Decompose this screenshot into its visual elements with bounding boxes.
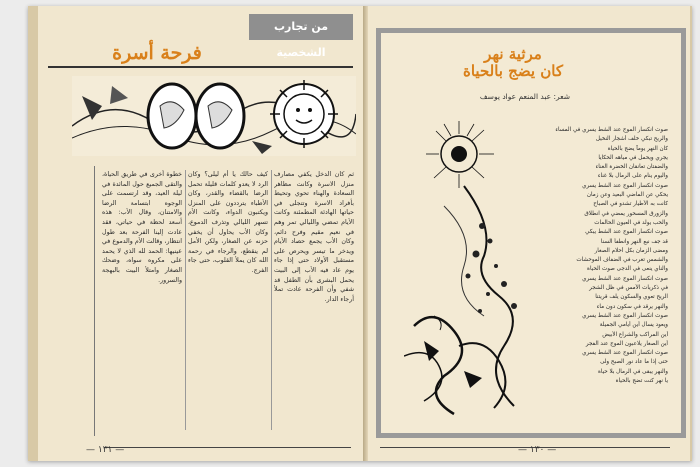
column-divider	[185, 170, 186, 430]
verse-line: والضفتان تعانقان الخضرة الغناء	[595, 164, 668, 171]
verse-line: كان النهر يوماً يضج بالحياة	[607, 145, 668, 152]
verse-line: حتى إذا ما عاد نور الصبح ولى	[600, 359, 668, 366]
article-column-1: ثم كان الدخل يكفي مصارف منزل الاسرة وكانت مظاهر السعادة والهناء تحوي وتحيط بأفراد الاسرة وتتجلى في حياتها الهادئة المطمئنة وكانت الأيام تمضي والليالي تمر وهم في نعيم مقيم وفرح دائم، وكان الأب يجمع حصاد الأيام ويدخر ما تيسر ويحرص على مستقبل الأولاد حتى إذا جاء يوم عاد فيه الأب إلى البيت يحمل البشرى بأن الطفل قد شفي وأن الفرحة عادت تملأ أرجاء الدار.	[274, 171, 354, 303]
footer-rule	[104, 447, 351, 448]
article-column-2: كيف حالك يا أم ليلى؟ وكان الرد لا يعدو كلمات قليلة تحمل الرضا بالقضاء والقدر، وكان الأطباء يترددون على المنزل ويكتبون الدواء، وكانت الأم تسهر الليالي وتذرف الدموع، وكان الأب يحاول أن يخفي حزنه عن الصغار، ولكن الأمل لم ينقطع، والرجاء في رحمة الله كان يملأ القلوب، حتى جاء الفرج.	[188, 171, 268, 274]
article-column-3: خطوة أخرى في طريق الحياة، والتقى الجميع حول المائدة في ليلة العيد، وقد ارتسمت على الوجوه ابتسامة الرضا والامتنان، وقال الأب: هذه أسعد لحظة في حياتي، فقد عادت إلينا الفرحة بعد طول انتظار، وقالت الأم والدموع في عينيها: الحمد لله الذي لا يحمد على مكروه سواه، وضحك الصغار وامتلأ البيت بالبهجة والسرور.	[102, 171, 182, 284]
river-illustration	[404, 116, 544, 416]
verse-line: والشمس تغرب في الضفاف الموحشات	[576, 257, 668, 264]
column-divider	[271, 170, 272, 430]
poem-title-line1: مرثية نهر	[484, 45, 542, 63]
page-number: — ١٣٠ —	[518, 445, 557, 455]
series-label: من تجارب الشخصية	[249, 14, 353, 40]
verse-line: الريح تعوي والسكون يلف قريتنا	[595, 294, 668, 301]
verse-line: في ذكريات الأمس في ظل الشجر	[589, 285, 668, 292]
right-page	[368, 6, 690, 461]
poem-verses	[538, 126, 668, 418]
verse-line: أين الصغار يلاعبون الموج عند الفجر	[585, 340, 668, 347]
left-page	[38, 6, 363, 461]
verse-line: صوت انكسار الموج عند الشط يسري	[582, 312, 668, 319]
verse-line: كانت به الأطيار تشدو في الصباح	[593, 201, 668, 208]
verse-line: والناي ينعى في الدجى صوت الحياة	[587, 266, 668, 273]
verse-line: صوت انكسار الموج عند الشط يبكي	[585, 229, 668, 236]
verse-line: صوت انكسار الموج عند الشط يسري	[582, 275, 668, 282]
verse-line: والحب يولد في العيون الحالمات	[594, 219, 668, 226]
verse-line: يحكي عن الماضي البعيد وعن زمان	[586, 192, 668, 199]
verse-line: والنهر يرقد في سكون دون ماء	[596, 303, 668, 310]
verse-line: قد جف نبع النهر وانطفأ السنا	[600, 238, 668, 245]
verse-line: واليوم ينام على الرمال بلا غناء	[597, 173, 668, 180]
title-divider	[48, 66, 353, 68]
verse-line: أين المراكب والشراع الأبيض	[602, 331, 668, 338]
poet-byline: شعر: عبد المنعم عواد يوسف	[479, 92, 571, 101]
verse-line: يا نهر كنت تضج بالحياة	[615, 378, 668, 385]
verse-line: والزورق المسحور يمضي في انطلاق	[584, 210, 668, 217]
verse-line: ويعود يسأل أين أيامي الجميلة	[599, 322, 668, 329]
verse-line: ومضى الزمان بكل أحلام الصغار	[594, 247, 668, 254]
article-title: فرحة أسرة	[112, 42, 202, 64]
verse-line: صوت انكسار الموج عند الشط يسري	[582, 182, 668, 189]
verse-line: صوت انكسار الموج عند الشط يسري في المساء	[555, 127, 668, 133]
magazine-spread	[28, 6, 692, 461]
verse-line: صوت انكسار الموج عند الشط يسري	[582, 350, 668, 357]
verse-line: والنهر يبقى في الرمال بلا حياة	[597, 368, 668, 375]
poem-title	[438, 46, 588, 80]
verse-line: والريح تبكي خلف أشجار النخيل	[595, 136, 668, 143]
family-illustration	[72, 76, 356, 156]
verse-line: يجري ويحمل في مياهه الحكايا	[598, 154, 668, 161]
page-number: — ١٣١ —	[86, 445, 125, 455]
poem-title-line2: كان يضج بالحياة	[463, 62, 563, 80]
